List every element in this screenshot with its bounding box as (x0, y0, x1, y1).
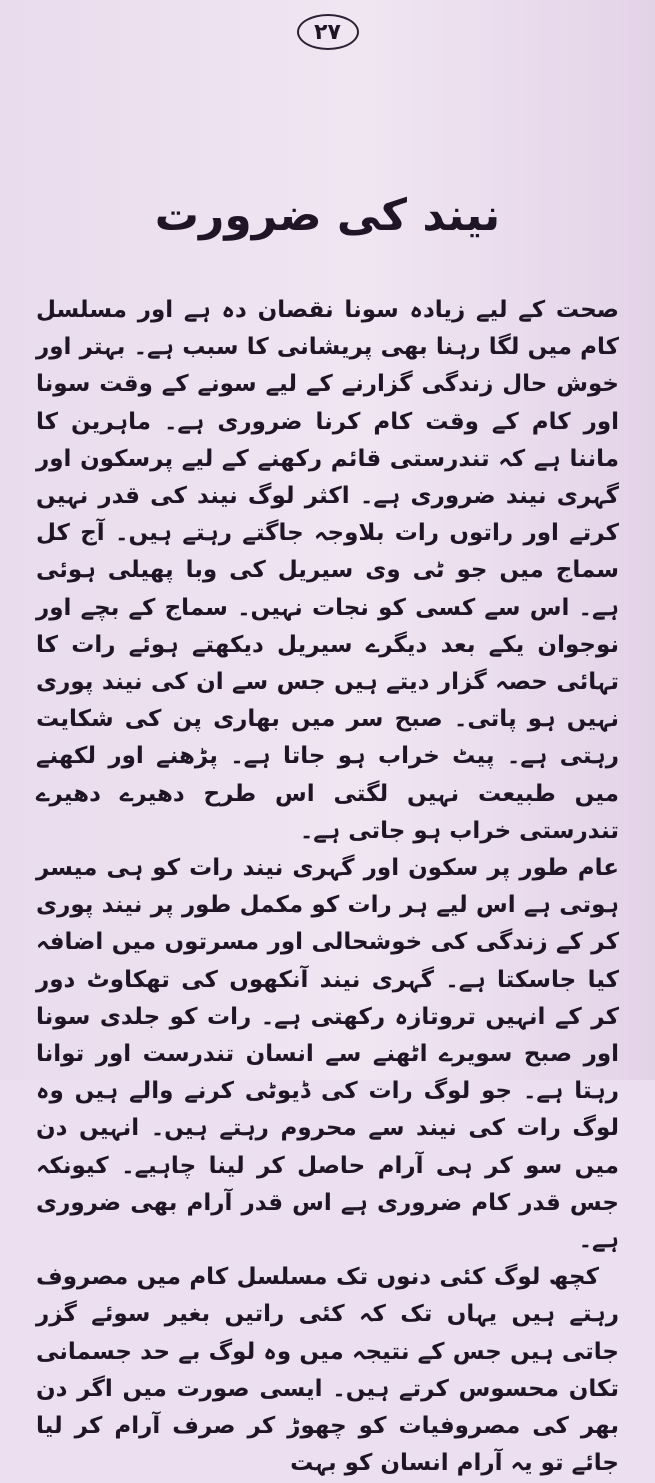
page-number: ۲۷ (297, 14, 359, 50)
body-text (36, 292, 619, 1483)
paragraph-2: عام طور پر سکون اور گہری نیند رات کو ہی میسر ہوتی ہے اس لیے ہر رات کو مکمل طور پر نیند پوری کر کے زندگی کی خوشحالی اور مسرتوں میں اضافہ کیا جاسکتا ہے۔ گہری نیند آنکھوں کی تھکاوٹ دور کر کے انہیں تروتازہ رکھتی ہے۔ رات کو جلدی سونا اور صبح سویرے اٹھنے سے انسان تندرست اور توانا رہتا ہے۔ جو لوگ رات کی ڈیوٹی کرنے والے ہیں وہ لوگ رات کی نیند سے محروم رہتے ہیں۔ انہیں دن میں سو کر ہی آرام حاصل کر لینا چاہیے۔ کیونکہ جس قدر کام ضروری ہے اس قدر آرام بھی ضروری ہے۔ (36, 855, 619, 1254)
paragraph-1: صحت کے لیے زیادہ سونا نقصان دہ ہے اور مسلسل کام میں لگا رہنا بھی پریشانی کا سبب ہے۔ بہتر اور خوش حال زندگی گزارنے کے لیے سونے کے وقت سونا اور کام کے وقت کام کرنا ضروری ہے۔ ماہرین کا ماننا ہے کہ تندرستی قائم رکھنے کے لیے پرسکون اور گہری نیند ضروری ہے۔ اکثر لوگ نیند کی قدر نہیں کرتے اور راتوں رات بلاوجہ جاگتے رہتے ہیں۔ آج کل سماج میں جو ٹی وی سیریل کی وبا پھیلی ہوئی ہے۔ اس سے کسی کو نجات نہیں۔ سماج کے بچے اور نوجوان یکے بعد دیگرے سیریل دیکھتے ہوئے رات کا تہائی حصہ گزار دیتے ہیں جس سے ان کی نیند پوری نہیں ہو پاتی۔ صبح سر میں بھاری پن کی شکایت رہتی ہے۔ پیٹ خراب ہو جاتا ہے۔ پڑھنے اور لکھنے میں طبیعت نہیں لگتی اس طرح دھیرے دھیرے تندرستی خراب ہو جاتی ہے۔ (36, 297, 619, 844)
paragraph-3: کچھ لوگ کئی دنوں تک مسلسل کام میں مصروف رہتے ہیں یہاں تک کہ کئی راتیں بغیر سوئے گزر جاتی ہیں جس کے نتیجہ میں وہ لوگ بے حد جسمانی تکان محسوس کرتے ہیں۔ ایسی صورت میں اگر دن بھر کی مصروفیات کو چھوڑ کر صرف آرام کر لیا جائے تو یہ آرام انسان کو بہت (36, 1264, 619, 1477)
chapter-title: نیند کی ضرورت (154, 190, 501, 241)
